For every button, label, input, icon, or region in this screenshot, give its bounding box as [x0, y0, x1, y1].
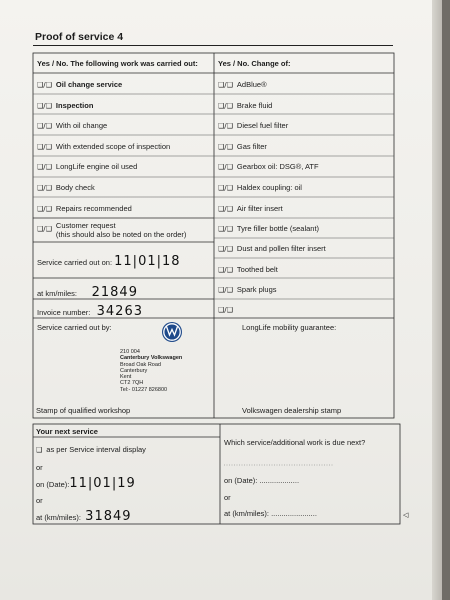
change-item-air-filter[interactable]: ❑/❑ Air filter insert — [218, 204, 283, 213]
interval-display-option[interactable]: ❑ as per Service interval display — [36, 445, 146, 454]
yes-no-checkbox[interactable]: ❑/❑ — [37, 184, 52, 192]
change-item-blank[interactable] — [218, 305, 237, 314]
change-item-adblue[interactable]: ❑/❑ AdBlue® — [218, 80, 267, 89]
right-column-header: Yes / No. Change of: — [218, 59, 291, 68]
yes-no-checkbox[interactable]: ❑/❑ — [37, 225, 52, 233]
yes-no-checkbox[interactable]: ❑/❑ — [218, 266, 233, 274]
carried-out-by-label: Service carried out by: — [37, 323, 112, 332]
change-item-gas-filter[interactable]: ❑/❑ Gas filter — [218, 142, 267, 151]
workshop-stamp: 210 004 Canterbury Volkswagen Broad Oak Road Canterbury Kent CT2 7QH Tel:- 01227 826800 — [120, 349, 183, 393]
change-item-toothed-belt[interactable]: ❑/❑ Toothed belt — [218, 265, 278, 274]
work-item-with-oil-change[interactable]: ❑/❑ With oil change — [37, 121, 108, 130]
work-item-extended-inspection[interactable]: ❑/❑ With extended scope of inspection — [37, 142, 171, 151]
yes-no-checkbox[interactable]: ❑/❑ — [218, 143, 233, 151]
due-next-question: Which service/additional work is due next? — [224, 438, 366, 447]
work-item-repairs-recommended[interactable]: ❑/❑ Repairs recommended — [37, 204, 132, 213]
change-item-pollen-filter[interactable]: ❑/❑ Dust and pollen filter insert — [218, 244, 326, 253]
page-title: Proof of service 4 — [35, 31, 124, 43]
checkbox[interactable]: ❑ — [36, 446, 43, 454]
next-date-value: 11|01|19 — [69, 476, 136, 491]
yes-no-checkbox[interactable]: ❑/❑ — [37, 205, 52, 213]
workshop-stamp-caption: Stamp of qualified workshop — [36, 406, 131, 415]
service-date-value: 11|01|18 — [114, 254, 181, 269]
change-item-brake-fluid[interactable]: ❑/❑ Brake fluid — [218, 101, 273, 110]
or-label: or — [224, 493, 231, 502]
yes-no-checkbox[interactable]: ❑/❑ — [218, 205, 233, 213]
next-date-field[interactable]: on (Date):11|01|19 — [36, 476, 136, 491]
yes-no-checkbox[interactable]: ❑/❑ — [218, 102, 233, 110]
next-service-heading: Your next service — [36, 427, 98, 436]
service-date-field[interactable]: Service carried out on: 11|01|18 — [37, 254, 181, 269]
invoice-number-field[interactable]: Invoice number: 34263 — [37, 304, 143, 319]
work-item-oil-change-service[interactable]: ❑/❑ Oil change service — [37, 80, 123, 89]
yes-no-checkbox[interactable]: ❑/❑ — [37, 122, 52, 130]
invoice-number-value: 34263 — [96, 304, 143, 319]
triangle-marker-icon: ◁ — [403, 512, 409, 519]
change-item-haldex-coupling[interactable]: ❑/❑ Haldex coupling: oil — [218, 183, 302, 192]
yes-no-checkbox[interactable]: ❑/❑ — [218, 286, 233, 294]
vw-logo-icon — [161, 321, 183, 343]
yes-no-checkbox[interactable]: ❑/❑ — [218, 81, 233, 89]
yes-no-checkbox[interactable]: ❑/❑ — [37, 143, 52, 151]
mileage-field[interactable]: at km/miles: 21849 — [37, 285, 138, 300]
yes-no-checkbox[interactable]: ❑/❑ — [37, 81, 52, 89]
right-mileage-field[interactable]: at (km/miles): ...................... — [224, 509, 317, 518]
change-item-gearbox-oil[interactable]: ❑/❑ Gearbox oil: DSG®, ATF — [218, 162, 319, 171]
change-item-tyre-filler-bottle[interactable]: ❑/❑ Tyre filler bottle (sealant) — [218, 224, 320, 233]
or-label: or — [36, 463, 43, 472]
mileage-value: 21849 — [91, 285, 138, 300]
yes-no-checkbox[interactable]: ❑/❑ — [218, 163, 233, 171]
work-item-body-check[interactable]: ❑/❑ Body check — [37, 183, 95, 192]
yes-no-checkbox[interactable]: ❑/❑ — [37, 163, 52, 171]
next-mileage-value: 31849 — [85, 509, 132, 524]
next-mileage-field[interactable]: at (km/miles): 31849 — [36, 509, 132, 524]
yes-no-checkbox[interactable]: ❑/❑ — [218, 245, 233, 253]
dealer-stamp-caption: Volkswagen dealership stamp — [242, 406, 342, 415]
work-item-longlife-oil[interactable]: ❑/❑ LongLife engine oil used — [37, 162, 138, 171]
change-item-diesel-fuel-filter[interactable]: ❑/❑ Diesel fuel filter — [218, 121, 289, 130]
yes-no-checkbox[interactable]: ❑/❑ — [37, 102, 52, 110]
left-column-header: Yes / No. The following work was carried out: — [37, 59, 198, 68]
yes-no-checkbox[interactable]: ❑/❑ — [218, 184, 233, 192]
or-label: or — [36, 496, 43, 505]
change-item-spark-plugs[interactable]: ❑/❑ Spark plugs — [218, 285, 277, 294]
work-item-inspection[interactable]: ❑/❑ Inspection — [37, 101, 94, 110]
yes-no-checkbox[interactable]: ❑/❑ — [218, 122, 233, 130]
work-item-customer-request[interactable]: ❑/❑ Customer request (this should also be noted on the order) — [37, 221, 187, 239]
right-date-field[interactable]: on (Date): ................... — [224, 476, 300, 485]
longlife-guarantee-label: LongLife mobility guarantee: — [242, 323, 337, 332]
yes-no-checkbox[interactable]: ❑/❑ — [218, 306, 233, 314]
yes-no-checkbox[interactable]: ❑/❑ — [218, 225, 233, 233]
